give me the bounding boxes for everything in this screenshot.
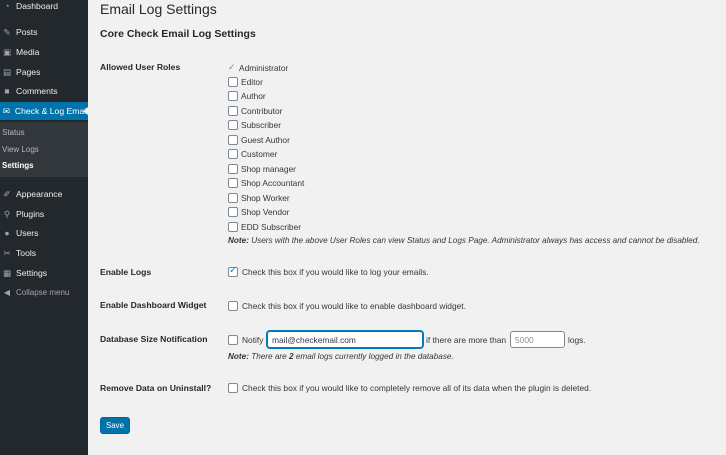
main-content (88, 0, 726, 455)
remove-data-text: Check this box if you would like to completely remove all of its data when the plugin is deleted. (242, 383, 592, 393)
role-guest-author-checkbox[interactable] (228, 135, 238, 145)
sidebar-item-label: Appearance (16, 189, 63, 199)
pin-icon: ✎ (3, 26, 11, 37)
role-subscriber-checkbox[interactable] (228, 120, 238, 130)
remove-data-checkbox[interactable] (228, 383, 238, 393)
pages-icon: ▤ (2, 66, 12, 77)
role-shop-manager-checkbox[interactable] (228, 164, 238, 174)
sidebar-item-appearance[interactable] (0, 185, 88, 203)
page-title: Email Log Settings (100, 1, 217, 17)
role-shop-accountant-checkbox[interactable] (228, 178, 238, 188)
db-size-label: Database Size Notification (100, 334, 208, 344)
role-shop-vendor-checkbox[interactable] (228, 207, 238, 217)
sidebar-item-label: Plugins (16, 209, 45, 219)
notify-email-input[interactable]: mail@checkemail.com (267, 331, 423, 348)
role-edd-subscriber-label: EDD Subscriber (241, 222, 302, 232)
db-size-suffix: logs. (568, 335, 586, 345)
sidebar-item-label: Pages (16, 67, 41, 77)
db-size-notify-label: Notify (242, 335, 264, 345)
role-customer-label: Customer (241, 149, 278, 159)
role-shop-accountant-label: Shop Accountant (241, 178, 305, 188)
sidebar-item-dashboard[interactable] (0, 0, 88, 15)
role-shop-worker-label: Shop Worker (241, 193, 290, 203)
brush-icon: ✐ (3, 188, 11, 199)
media-icon: ▣ (2, 46, 12, 57)
section-title: Core Check Email Log Settings (100, 28, 256, 40)
db-size-note-count: 2 (288, 352, 294, 361)
sidebar-item-posts[interactable] (0, 23, 88, 41)
sidebar-item-label: Media (16, 47, 40, 57)
sidebar-item-label: Tools (16, 248, 37, 258)
role-contributor-checkbox[interactable] (228, 106, 238, 116)
roles-note (228, 236, 700, 245)
email-icon: ✉ (2, 105, 11, 116)
role-author-checkbox[interactable] (228, 91, 238, 101)
role-shop-vendor-label: Shop Vendor (241, 207, 290, 217)
sidebar-item-settings[interactable] (0, 264, 88, 282)
role-administrator-label: Administrator (239, 63, 289, 73)
plugins-icon: ⚲ (3, 208, 11, 219)
sidebar-item-label: Posts (16, 27, 38, 37)
remove-data-label: Remove Data on Uninstall? (100, 383, 212, 393)
submenu-item-settings[interactable]: Settings (2, 161, 34, 170)
sidebar-item-plugins[interactable] (0, 205, 88, 223)
role-subscriber-label: Subscriber (241, 120, 282, 130)
collapse-icon: ◀ (3, 287, 11, 297)
submenu-item-view-logs[interactable]: View Logs (2, 145, 39, 154)
comments-icon: ■ (4, 86, 10, 96)
sidebar-item-label: Users (16, 228, 39, 238)
dashboard-widget-text: Check this box if you would like to enable dashboard widget. (242, 301, 466, 311)
dashboard-icon: ◔ (4, 1, 10, 11)
collapse-menu-label: Collapse menu (16, 287, 70, 297)
sidebar-item-tools[interactable] (0, 244, 88, 262)
roles-note-prefix: Note: (228, 236, 249, 245)
role-shop-worker-checkbox[interactable] (228, 193, 238, 203)
sidebar-item-check-log-email[interactable] (0, 102, 88, 120)
sidebar-item-comments[interactable] (0, 82, 88, 100)
db-size-note-part1: There are (251, 352, 287, 361)
role-editor-label: Editor (241, 77, 263, 87)
sidebar-item-users[interactable] (0, 224, 88, 242)
db-size-notify-checkbox[interactable] (228, 335, 238, 345)
db-size-middle-text: if there are more than (426, 335, 507, 345)
db-size-note-prefix: Note: (228, 352, 249, 361)
sidebar-item-label: Dashboard (16, 1, 59, 11)
log-count-threshold-input[interactable]: 5000 (510, 331, 565, 348)
dashboard-widget-label: Enable Dashboard Widget (100, 300, 207, 310)
role-shop-manager-label: Shop manager (241, 164, 296, 174)
admin-sidebar (0, 0, 88, 455)
db-size-note-part2: email logs currently logged in the database. (295, 352, 454, 361)
db-size-note (228, 352, 454, 361)
role-contributor-label: Contributor (241, 106, 283, 116)
roles-note-text: Users with the above User Roles can view Status and Logs Page. Administrator always has access and cannot be disabled. (251, 236, 700, 245)
role-author-label: Author (241, 91, 266, 101)
sidebar-item-pages[interactable] (0, 63, 88, 81)
enable-logs-checkbox[interactable] (228, 267, 238, 277)
sidebar-submenu (0, 122, 88, 177)
sidebar-item-label: Comments (16, 86, 58, 96)
sidebar-item-media[interactable] (0, 43, 88, 61)
save-button[interactable]: Save (100, 417, 130, 434)
settings-icon: ▦ (2, 267, 12, 278)
sidebar-item-label: Check & Log Email (14, 106, 88, 116)
enable-logs-label: Enable Logs (100, 267, 152, 277)
tools-icon: ✂ (3, 247, 11, 258)
submenu-item-status[interactable]: Status (2, 128, 25, 137)
administrator-locked-check-icon: ✓ (228, 62, 236, 72)
allowed-roles-label: Allowed User Roles (100, 62, 181, 72)
sidebar-item-label: Settings (16, 268, 48, 278)
role-customer-checkbox[interactable] (228, 149, 238, 159)
enable-logs-text: Check this box if you would like to log your emails. (242, 267, 429, 277)
role-edd-subscriber-checkbox[interactable] (228, 222, 238, 232)
dashboard-widget-checkbox[interactable] (228, 301, 238, 311)
role-editor-checkbox[interactable] (228, 77, 238, 87)
collapse-menu-button[interactable] (0, 283, 88, 301)
role-guest-author-label: Guest Author (241, 135, 290, 145)
users-icon: ● (4, 228, 10, 238)
